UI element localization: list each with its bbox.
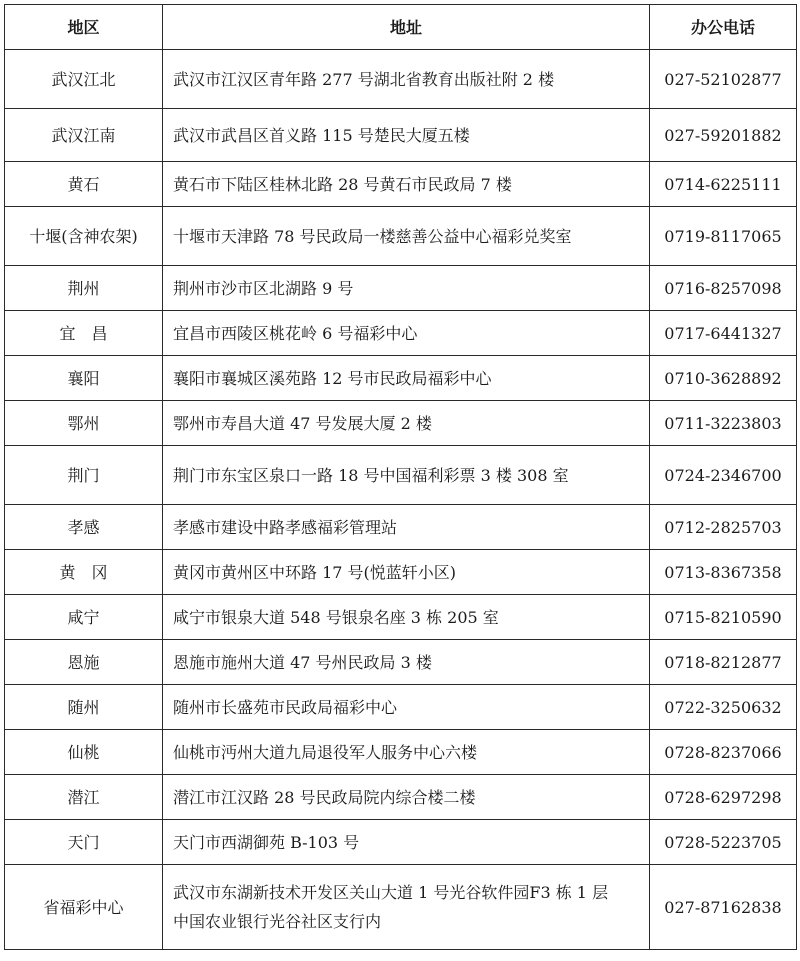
address-line: 孝感市建设中路孝感福彩管理站 xyxy=(173,517,398,537)
region-cell: 武汉江南 xyxy=(5,109,163,162)
table-row xyxy=(5,550,797,595)
table-row xyxy=(5,207,797,266)
address-line: 武汉市江汉区青年路 277 号湖北省教育出版社附 2 楼 xyxy=(173,69,555,89)
address-cell xyxy=(163,820,650,865)
region-cell: 荆州 xyxy=(5,266,163,311)
address-line: 黄石市下陆区桂林北路 28 号黄石市民政局 7 楼 xyxy=(173,174,512,194)
address-line: 宜昌市西陵区桃花岭 6 号福彩中心 xyxy=(173,323,418,343)
address-cell xyxy=(163,266,650,311)
phone-cell: 0718-8212877 xyxy=(650,640,797,685)
header-address: 地址 xyxy=(163,5,650,50)
address-line: 鄂州市寿昌大道 47 号发展大厦 2 楼 xyxy=(173,413,432,433)
address-cell xyxy=(163,162,650,207)
table-row xyxy=(5,446,797,505)
address-cell xyxy=(163,595,650,640)
table-row xyxy=(5,505,797,550)
table-row xyxy=(5,595,797,640)
table-row xyxy=(5,775,797,820)
table-row xyxy=(5,865,797,950)
address-cell xyxy=(163,311,650,356)
phone-cell: 0711-3223803 xyxy=(650,401,797,446)
table-row xyxy=(5,401,797,446)
phone-cell: 0719-8117065 xyxy=(650,207,797,266)
table-row xyxy=(5,266,797,311)
region-cell: 仙桃 xyxy=(5,730,163,775)
region-cell: 荆门 xyxy=(5,446,163,505)
region-cell: 孝感 xyxy=(5,505,163,550)
address-cell xyxy=(163,865,650,950)
region-cell: 潜江 xyxy=(5,775,163,820)
header-region: 地区 xyxy=(5,5,163,50)
address-line: 荆门市东宝区泉口一路 18 号中国福利彩票 3 楼 308 室 xyxy=(173,465,569,485)
region-cell: 省福彩中心 xyxy=(5,865,163,950)
address-cell xyxy=(163,775,650,820)
address-line: 荆州市沙市区北湖路 9 号 xyxy=(173,278,354,298)
phone-cell: 027-87162838 xyxy=(650,865,797,950)
region-cell: 十堰(含神农架) xyxy=(5,207,163,266)
region-cell: 咸宁 xyxy=(5,595,163,640)
address-line: 中国农业银行光谷社区支行内 xyxy=(173,912,382,931)
address-cell xyxy=(163,50,650,109)
address-cell xyxy=(163,401,650,446)
region-cell: 黄 冈 xyxy=(5,550,163,595)
region-cell: 鄂州 xyxy=(5,401,163,446)
phone-cell: 0712-2825703 xyxy=(650,505,797,550)
phone-cell: 0717-6441327 xyxy=(650,311,797,356)
address-cell xyxy=(163,356,650,401)
region-cell: 恩施 xyxy=(5,640,163,685)
address-line: 恩施市施州大道 47 号州民政局 3 楼 xyxy=(173,652,432,672)
phone-cell: 027-52102877 xyxy=(650,50,797,109)
table-row xyxy=(5,820,797,865)
table-row xyxy=(5,162,797,207)
phone-cell: 0724-2346700 xyxy=(650,446,797,505)
address-cell xyxy=(163,207,650,266)
table-row xyxy=(5,640,797,685)
phone-cell: 0722-3250632 xyxy=(650,685,797,730)
phone-cell: 0713-8367358 xyxy=(650,550,797,595)
phone-cell: 0715-8210590 xyxy=(650,595,797,640)
address-line: 襄阳市襄城区溪苑路 12 号市民政局福彩中心 xyxy=(173,368,492,388)
table-row xyxy=(5,50,797,109)
phone-cell: 0714-6225111 xyxy=(650,162,797,207)
lottery-office-table xyxy=(4,4,797,950)
address-cell xyxy=(163,640,650,685)
address-line: 十堰市天津路 78 号民政局一楼慈善公益中心福彩兑奖室 xyxy=(173,226,572,246)
address-cell xyxy=(163,685,650,730)
table-row xyxy=(5,109,797,162)
address-cell xyxy=(163,505,650,550)
address-cell xyxy=(163,730,650,775)
table-row xyxy=(5,685,797,730)
phone-cell: 027-59201882 xyxy=(650,109,797,162)
table-header-row xyxy=(5,5,797,50)
table-row xyxy=(5,356,797,401)
address-line: 武汉市武昌区首义路 115 号楚民大厦五楼 xyxy=(173,125,470,145)
address-line: 天门市西湖御苑 B-103 号 xyxy=(173,832,360,852)
address-line: 随州市长盛苑市民政局福彩中心 xyxy=(173,697,398,717)
region-cell: 随州 xyxy=(5,685,163,730)
address-line: 潜江市江汉路 28 号民政局院内综合楼二楼 xyxy=(173,787,476,807)
phone-cell: 0710-3628892 xyxy=(650,356,797,401)
region-cell: 宜 昌 xyxy=(5,311,163,356)
table-row xyxy=(5,311,797,356)
region-cell: 襄阳 xyxy=(5,356,163,401)
address-line: 仙桃市沔州大道九局退役军人服务中心六楼 xyxy=(173,742,478,762)
table-row xyxy=(5,730,797,775)
phone-cell: 0728-8237066 xyxy=(650,730,797,775)
phone-cell: 0716-8257098 xyxy=(650,266,797,311)
region-cell: 黄石 xyxy=(5,162,163,207)
address-cell xyxy=(163,109,650,162)
phone-cell: 0728-6297298 xyxy=(650,775,797,820)
header-phone: 办公电话 xyxy=(650,5,797,50)
phone-cell: 0728-5223705 xyxy=(650,820,797,865)
region-cell: 武汉江北 xyxy=(5,50,163,109)
address-cell xyxy=(163,446,650,505)
address-line: 黄冈市黄州区中环路 17 号(悦蓝轩小区) xyxy=(173,562,457,582)
address-cell xyxy=(163,550,650,595)
address-line: 咸宁市银泉大道 548 号银泉名座 3 栋 205 室 xyxy=(173,607,499,627)
region-cell: 天门 xyxy=(5,820,163,865)
address-line: 武汉市东湖新技术开发区关山大道 1 号光谷软件园F3 栋 1 层 xyxy=(173,883,609,902)
